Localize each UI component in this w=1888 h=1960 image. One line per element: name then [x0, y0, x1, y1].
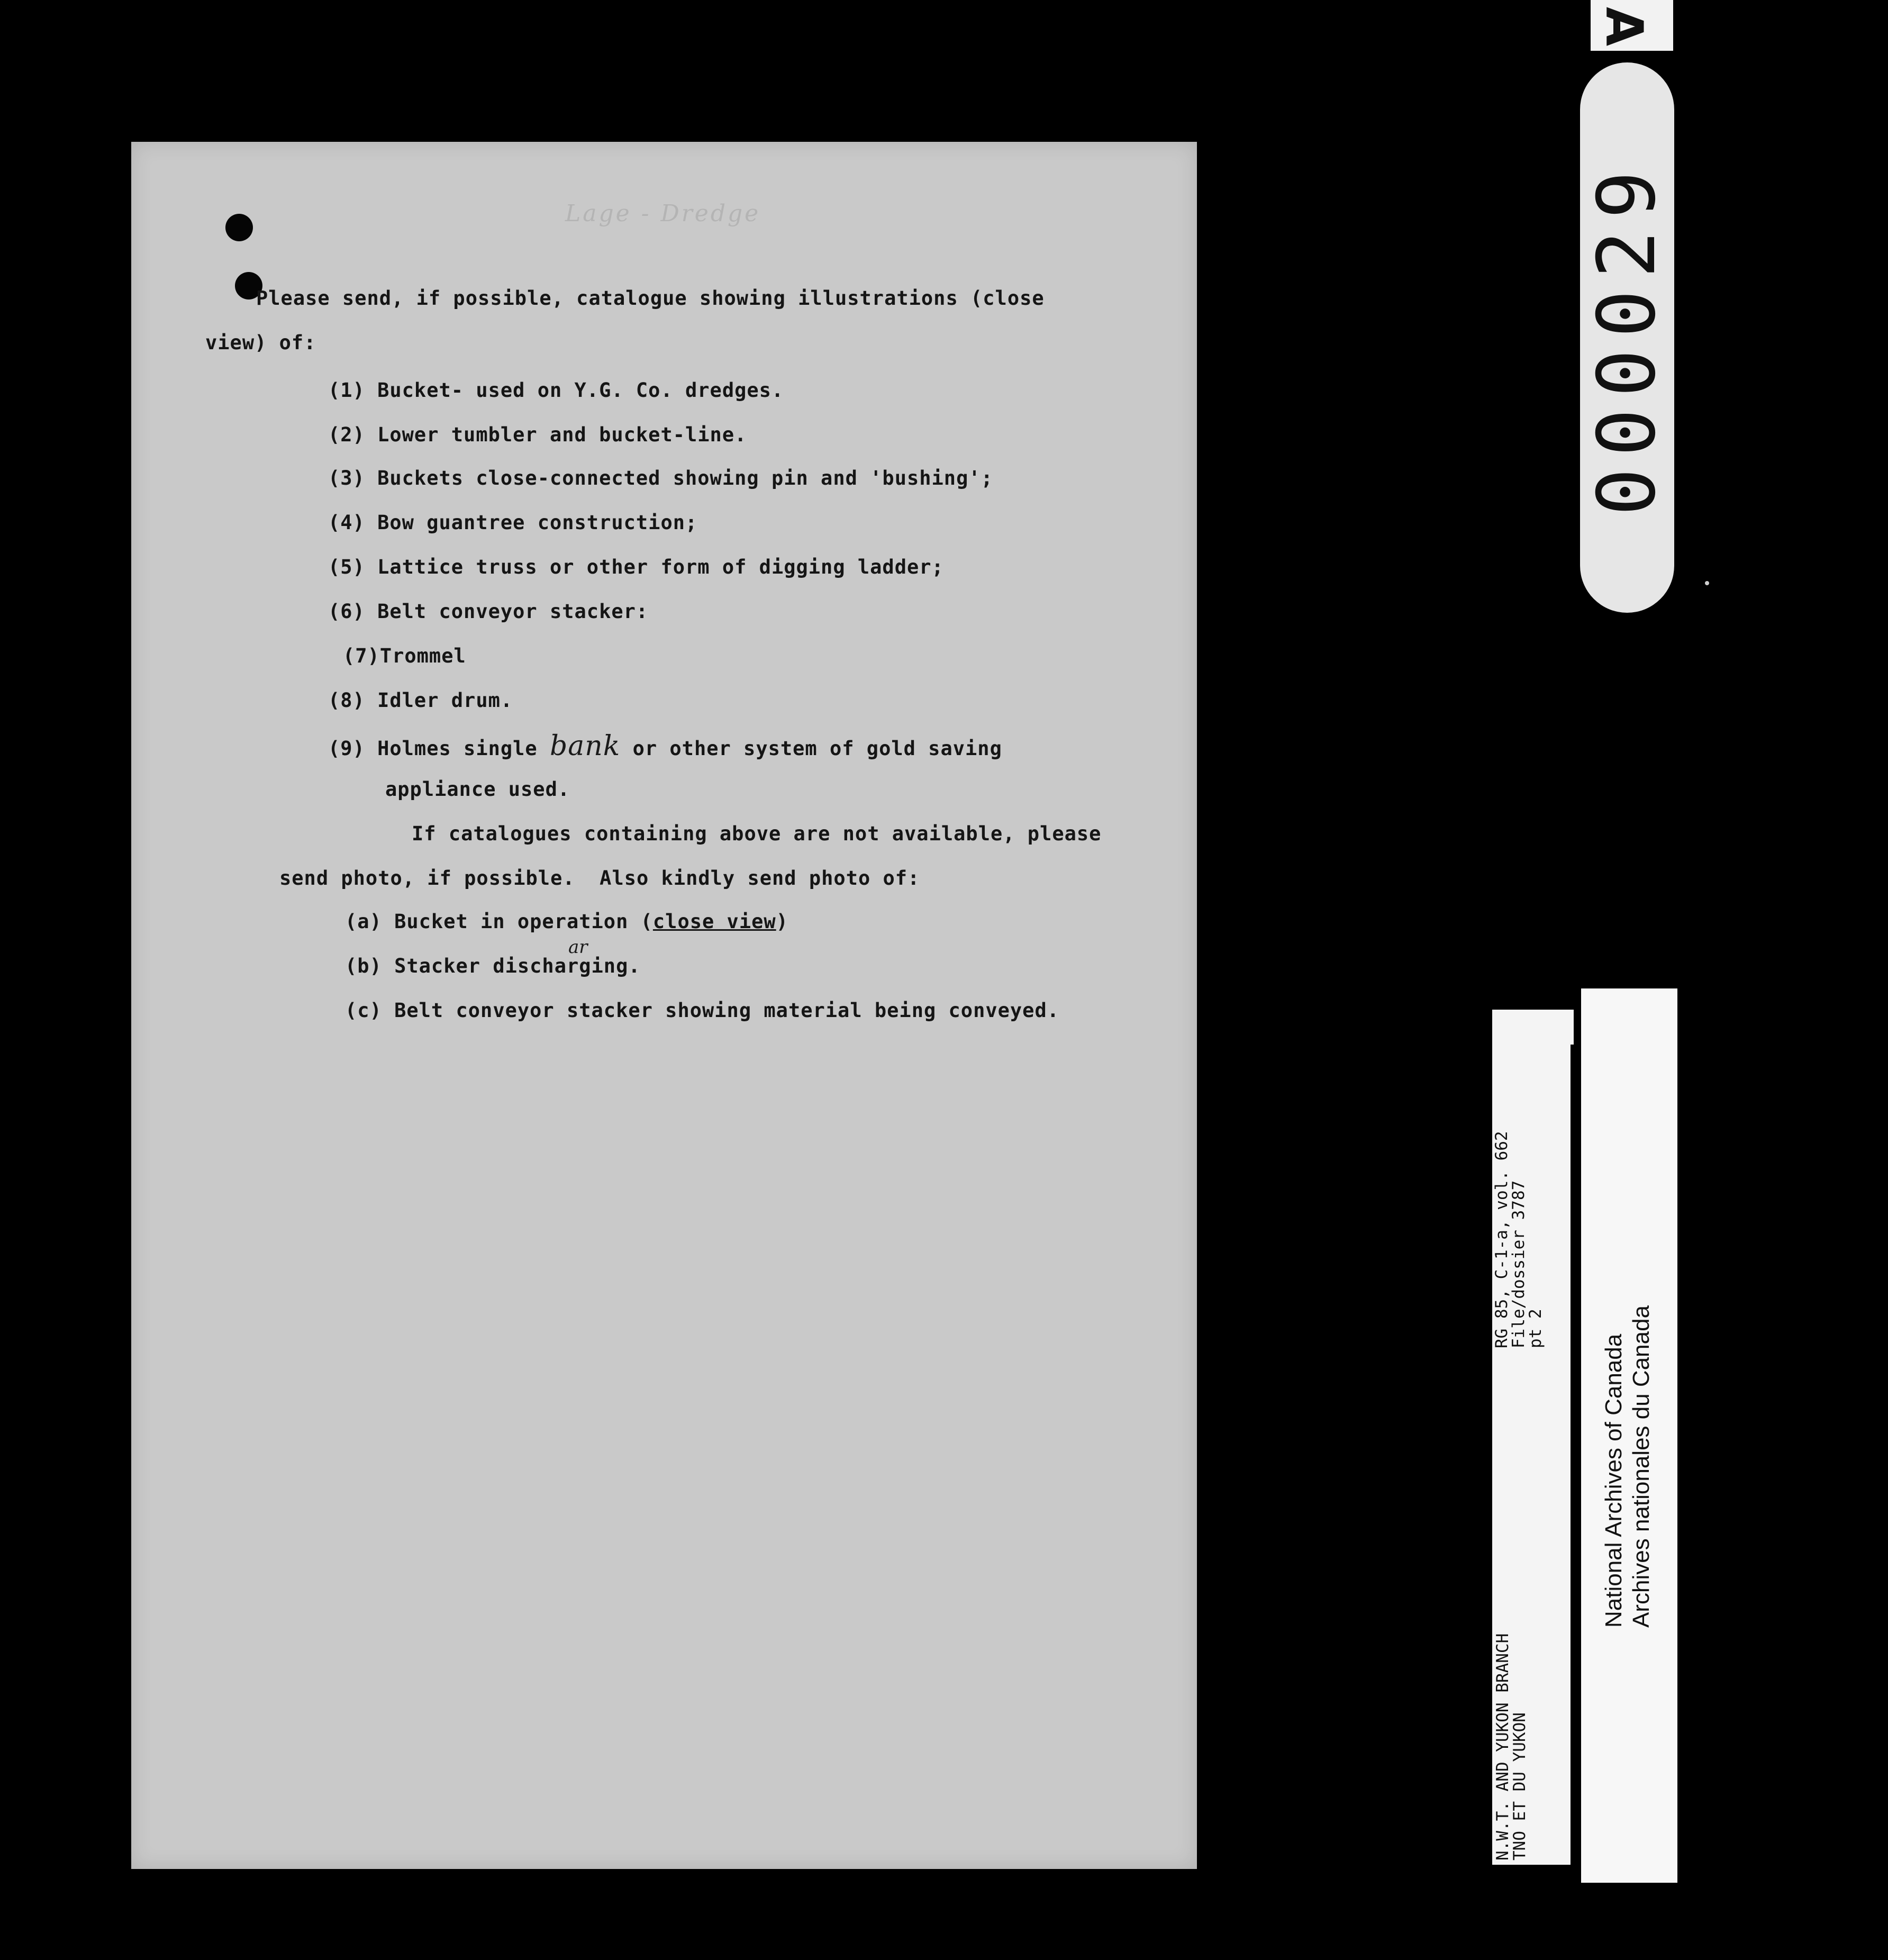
branch-line-2: TNO ET DU YUKON [1510, 1712, 1529, 1861]
list-item-text: Idler drum. [377, 689, 513, 712]
photo-item-letter: (c) [345, 999, 382, 1022]
list-item-text: Lattice truss or other form of digging ladder; [377, 556, 944, 578]
intro-line-2: view) of: [205, 331, 316, 354]
punch-hole-top [225, 214, 253, 241]
list-item-7 [343, 645, 466, 667]
list-item-number: (6) [328, 600, 365, 623]
list-item-text: Lower tumbler and bucket-line. [377, 423, 747, 446]
file-reference-text [1493, 1131, 1544, 1348]
handwritten-word: bank [549, 730, 621, 762]
photo-item-c [345, 999, 1059, 1022]
list-item-9 [328, 730, 1002, 762]
photo-item-text: Stacker discharging. [394, 955, 641, 977]
list-item-8 [328, 689, 513, 712]
ref-line-3: pt 2 [1526, 1309, 1545, 1348]
photo-item-letter: (a) [345, 910, 382, 933]
archive-label-french: Archives nationales du Canada [1628, 1305, 1654, 1628]
list-item-number: (8) [328, 689, 365, 712]
photo-item-text-end: ) [776, 910, 788, 933]
photo-item-b [345, 955, 641, 977]
list-item-5 [328, 556, 944, 578]
list-item-6 [328, 600, 648, 623]
list-item-text: Trommel [379, 645, 466, 667]
paragraph-line-1: If catalogues containing above are not available, please [412, 822, 1102, 845]
intro-line-1: Please send, if possible, catalogue showing illustrations (close [256, 287, 1045, 310]
photo-item-text: Bucket in operation ( [394, 910, 653, 933]
list-item-number: (5) [328, 556, 365, 578]
pencil-annotation: Lage - Dredge [565, 200, 761, 227]
archive-label-english: National Archives of Canada [1601, 1333, 1627, 1628]
list-item-number: (9) [328, 737, 365, 760]
list-item-text-cont: or other system of gold saving [632, 737, 1002, 760]
list-item-number: (3) [328, 467, 365, 489]
branch-line-1: N.W.T. AND YUKON BRANCH [1493, 1633, 1512, 1861]
document-page [131, 142, 1197, 1869]
ref-line-1: RG 85, C-1-a, vol. 662 [1492, 1131, 1511, 1348]
list-item-text: Belt conveyor stacker: [377, 600, 649, 623]
ref-line-2: File/dossier 3787 [1509, 1180, 1528, 1348]
list-item-number: (7) [343, 645, 380, 667]
underlined-text: close view [652, 910, 776, 933]
code-digits: 000029 [1581, 159, 1673, 516]
list-item-1 [328, 379, 784, 402]
file-reference-label-tab [1555, 1010, 1574, 1045]
list-item-4 [328, 511, 697, 534]
list-item-text: Bow guantree construction; [377, 511, 698, 534]
photo-item-letter: (b) [345, 955, 382, 977]
list-item-number: (2) [328, 423, 365, 446]
photo-item-a [345, 910, 788, 933]
archive-label-text [1600, 1305, 1655, 1628]
list-item-9-line-2: appliance used. [385, 778, 570, 801]
code-tab-letter: A [1594, 6, 1654, 47]
list-item-number: (1) [328, 379, 365, 402]
list-item-number: (4) [328, 511, 365, 534]
list-item-3 [328, 467, 993, 489]
list-item-text: Bucket- used on Y.G. Co. dredges. [377, 379, 784, 402]
photo-item-text: Belt conveyor stacker showing material being conveyed. [394, 999, 1060, 1022]
list-item-text: Buckets close-connected showing pin and 'bushing'; [377, 467, 993, 489]
list-item-text: Holmes single [377, 737, 538, 760]
code-tab [1591, 0, 1673, 51]
paragraph-line-2: send photo, if possible. Also kindly send photo of: [279, 867, 920, 890]
list-item-2 [328, 423, 747, 446]
branch-text [1494, 1634, 1528, 1861]
dust-speck [1705, 581, 1709, 585]
handwritten-correction: ar [568, 937, 588, 958]
code-number-pill [1580, 62, 1674, 613]
